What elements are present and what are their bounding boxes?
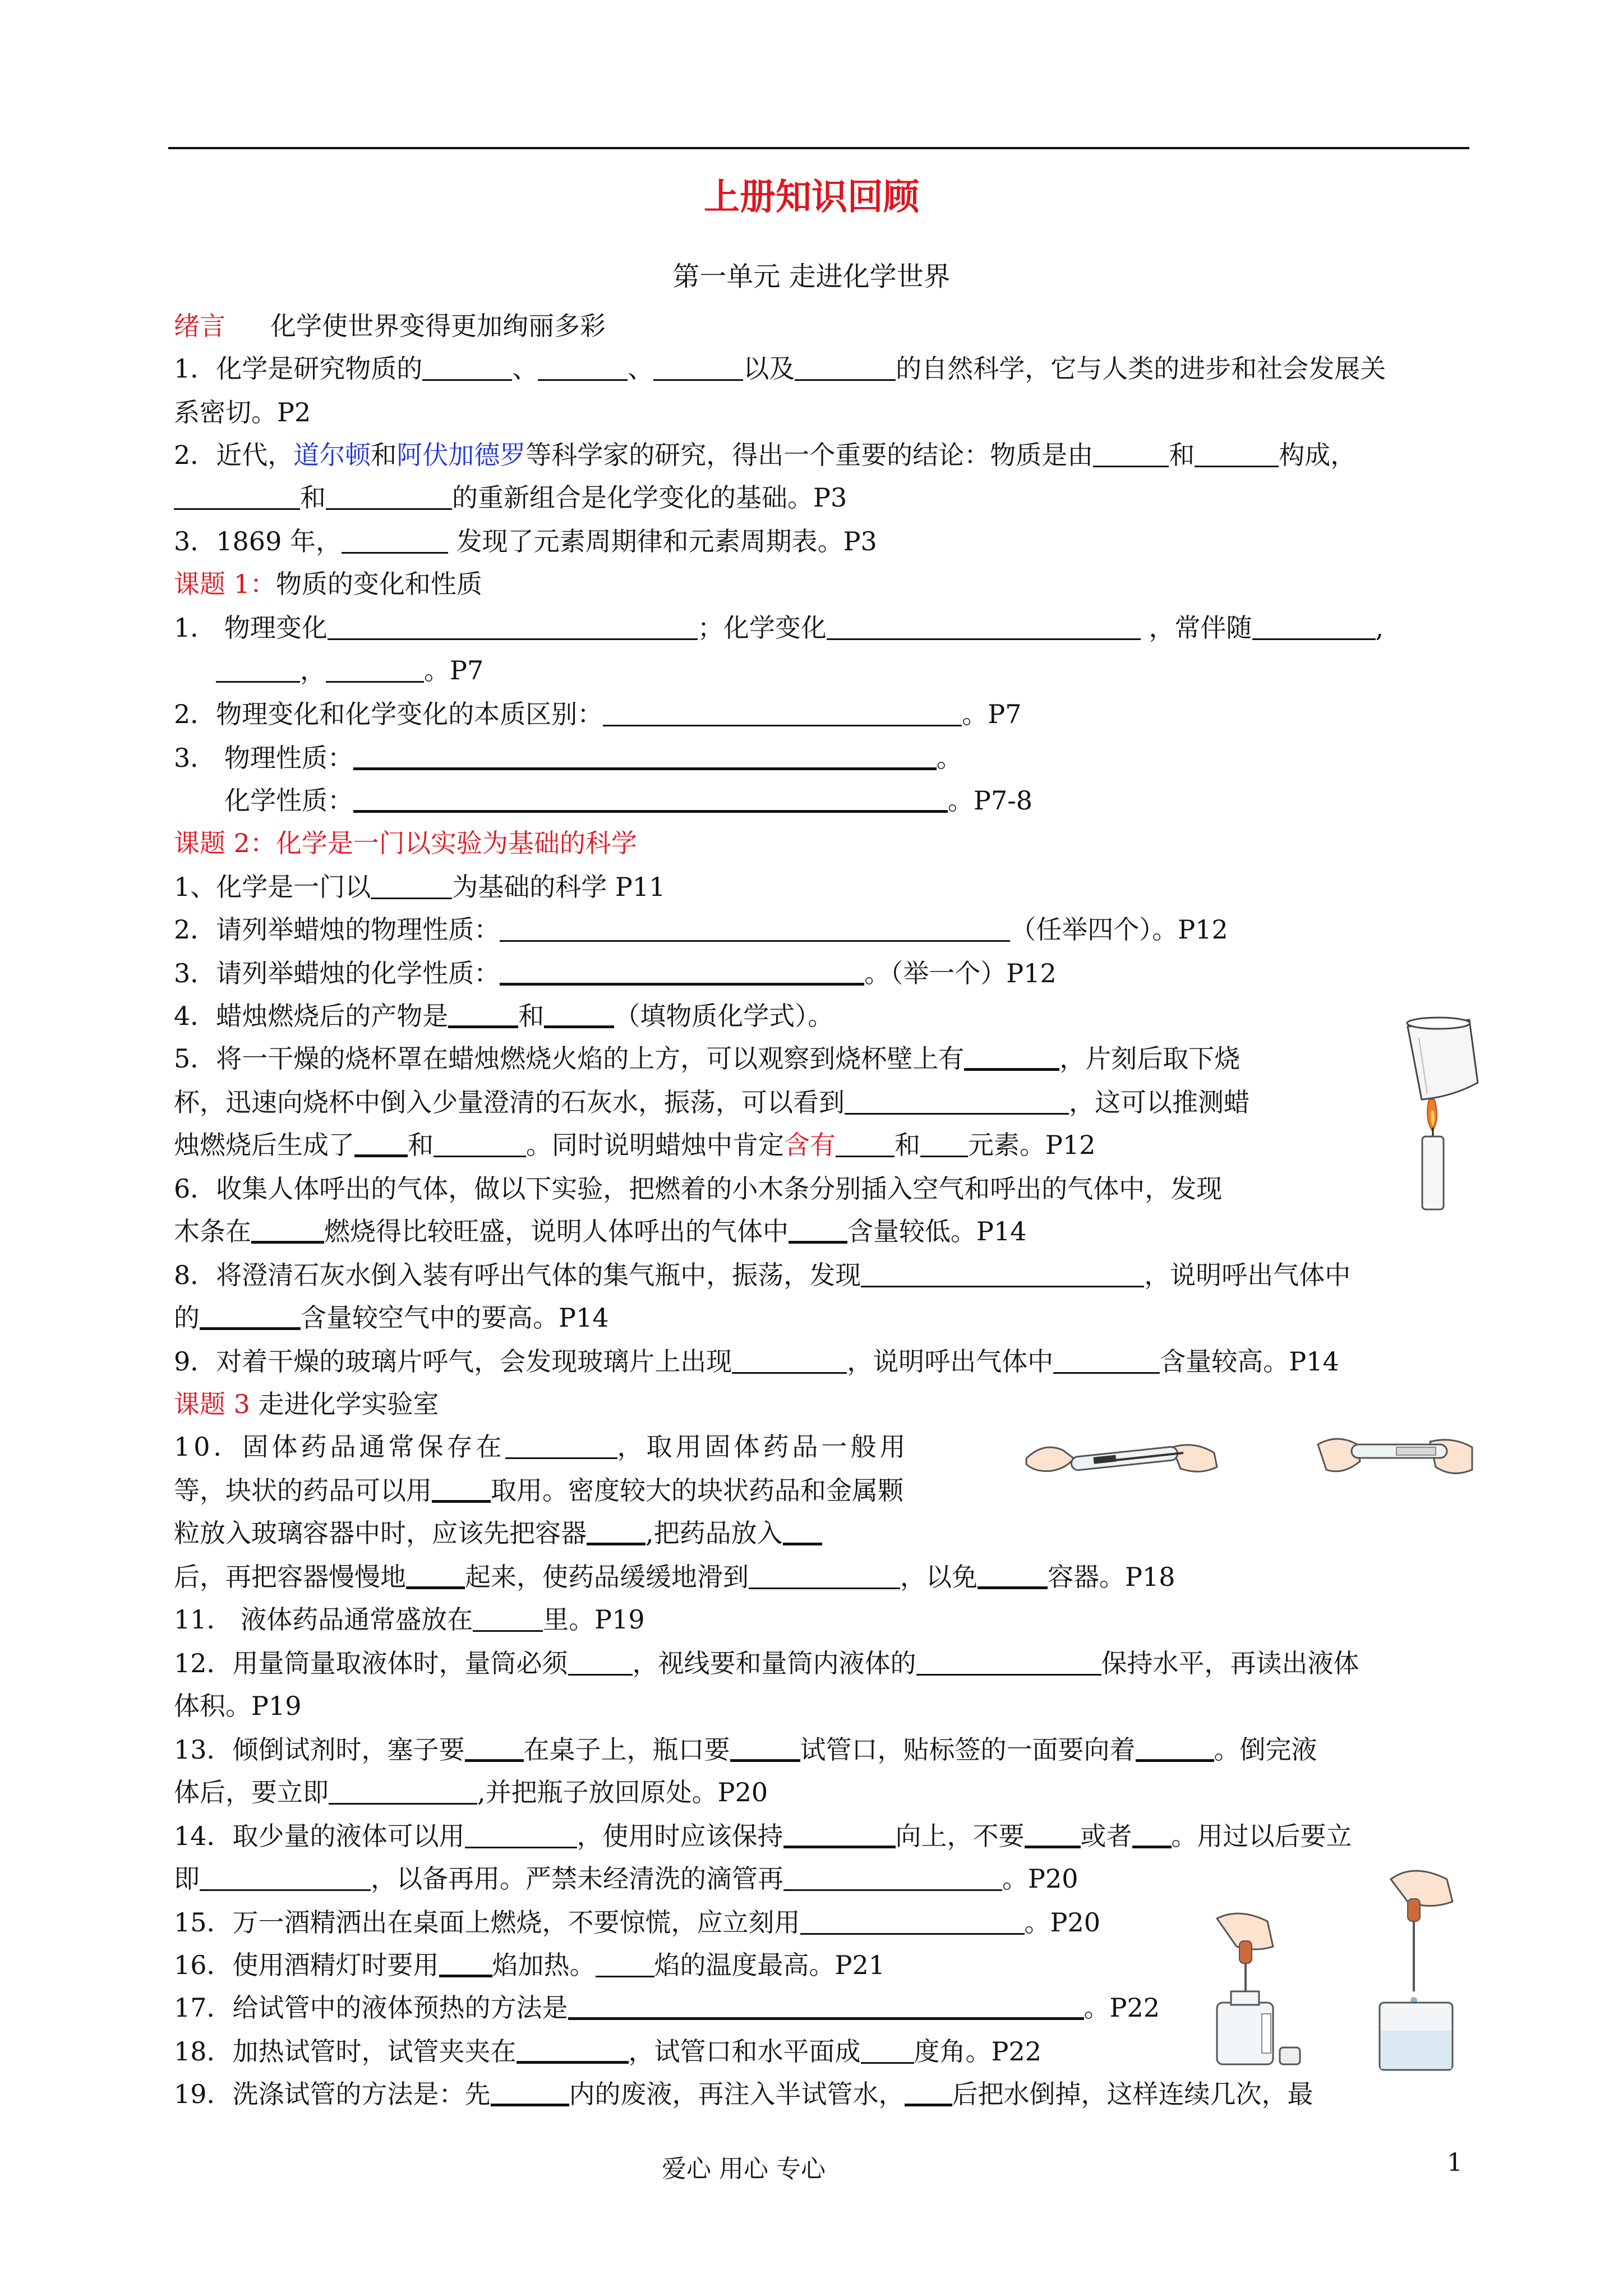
topic-1-heading <box>174 564 482 604</box>
blank <box>827 614 1141 640</box>
blank <box>964 1043 1059 1071</box>
text: ，说明呼出气体中 <box>1144 1260 1351 1290</box>
scientist-avogadro: 阿伏加德罗 <box>396 440 526 470</box>
blank <box>783 1518 822 1545</box>
text: 的 <box>174 1303 200 1333</box>
text: 含量较空气中的要高。P14 <box>301 1303 609 1333</box>
line-32 <box>174 1816 1352 1856</box>
blank <box>861 2037 914 2064</box>
line-10 <box>224 781 1032 820</box>
blank <box>432 1475 491 1503</box>
blank <box>596 1951 654 1977</box>
text: 2．近代， <box>174 440 294 470</box>
text: 度角。P22 <box>914 2036 1042 2067</box>
unit-title: 第一单元 走进化学世界 <box>672 261 951 292</box>
text: 10．固体药品通常保存在 <box>174 1432 505 1462</box>
topic-text: 物质的变化和性质 <box>275 569 482 599</box>
text: 12．用量筒量取液体时，量筒必须 <box>174 1648 568 1678</box>
text: ，取用固体药品一般用 <box>617 1432 909 1462</box>
blank <box>174 484 300 510</box>
text: 内的废液，再注入半试管水， <box>569 2079 905 2109</box>
text: 杯，迅速向烧杯中倒入少量澄清的石灰水，振荡，可以看到 <box>174 1087 845 1117</box>
text: 起来，使药品缓缓地滑到 <box>465 1562 749 1592</box>
text: 1． 物理变化 <box>174 613 328 643</box>
text: ， <box>300 655 326 685</box>
topic-3-heading <box>174 1384 439 1424</box>
blank <box>216 656 300 683</box>
blank <box>1195 441 1279 467</box>
line-35 <box>174 1945 885 1985</box>
line-13 <box>174 954 1057 993</box>
text: 构成， <box>1279 440 1357 470</box>
text: 后，再把容器慢慢地 <box>174 1562 406 1592</box>
blank <box>920 1131 968 1157</box>
text: （任举四个）。P12 <box>1010 914 1228 945</box>
topic-text: 走进化学实验室 <box>258 1389 439 1419</box>
blank <box>406 1562 465 1589</box>
intro-heading <box>174 306 606 346</box>
text: ，以备再用。严禁未经清洗的滴管再 <box>371 1864 783 1894</box>
line-21 <box>174 1298 608 1337</box>
text: 和 <box>1169 440 1195 470</box>
line-07 <box>216 651 483 690</box>
text: ,并把瓶子放回原处。P20 <box>477 1777 768 1807</box>
text: 容器。P18 <box>1048 1562 1175 1592</box>
blank <box>732 1347 847 1374</box>
text: ，视线要和量筒内液体的 <box>632 1648 916 1678</box>
text: 。P20 <box>1024 1907 1101 1938</box>
blank <box>568 1649 633 1676</box>
text: 。同时说明蜡烛中肯定 <box>526 1130 784 1160</box>
text: 。P7-8 <box>948 785 1033 816</box>
blank <box>354 1130 408 1157</box>
blank <box>448 1001 518 1028</box>
text: 的重新组合是化学变化的基础。P3 <box>452 482 847 513</box>
line-04 <box>174 478 847 517</box>
scientist-dalton: 道尔顿 <box>293 440 371 470</box>
blank <box>353 785 948 813</box>
text: 3．1869 年， <box>174 526 342 556</box>
blank <box>653 355 743 381</box>
text: ，片刻后取下烧 <box>1059 1043 1241 1074</box>
text: 保持水平，再读出液体 <box>1101 1648 1359 1678</box>
blank <box>800 1908 1025 1935</box>
text: 、 <box>512 353 538 384</box>
footer-motto: 爱心 用心 专心 <box>662 2155 826 2183</box>
header-rule <box>168 147 1469 149</box>
text: 发现了元素周期律和元素周期表。P3 <box>448 526 877 556</box>
text: 。P7 <box>424 655 484 685</box>
line-14 <box>174 996 833 1036</box>
text: 取用。密度较大的块状药品和金属颗 <box>491 1475 903 1506</box>
line-02: 系密切。P2 <box>174 397 311 427</box>
text: 9．对着干燥的玻璃片呼气，会发现玻璃片上出现 <box>174 1346 732 1377</box>
text: 1、化学是一门以 <box>174 872 371 902</box>
text: 。P22 <box>1083 1993 1160 2023</box>
text: 和 <box>895 1130 920 1160</box>
blank <box>587 1518 645 1545</box>
line-36 <box>174 1988 1160 2027</box>
text: ，说明呼出气体中 <box>847 1346 1054 1377</box>
line-29: 体积。P19 <box>174 1691 302 1721</box>
candle-beaker-figure <box>1385 1015 1492 1217</box>
text: 元素。P12 <box>968 1130 1096 1160</box>
test-tube-paper-figure <box>1312 1414 1481 1498</box>
line-06 <box>174 608 1384 647</box>
line-09 <box>174 738 962 777</box>
text: 2．物理变化和化学变化的本质区别： <box>174 699 603 729</box>
text: 在桌子上，瓶口要 <box>523 1734 730 1765</box>
bottle-stopper-figure <box>1273 2042 1307 2070</box>
text: 焰加热。 <box>492 1950 596 1980</box>
text: 3． 物理性质： <box>174 743 353 773</box>
blank <box>473 1605 543 1632</box>
blank <box>200 1303 301 1330</box>
blank <box>517 2036 629 2064</box>
blank <box>783 1821 896 1848</box>
blank <box>326 656 424 683</box>
blank <box>434 1131 526 1157</box>
intro-text: 化学使世界变得更加绚丽多彩 <box>270 311 606 341</box>
text: 16．使用酒精灯时要用 <box>174 1950 439 1980</box>
text: 木条在 <box>174 1216 251 1246</box>
blank <box>326 484 452 510</box>
line-26 <box>174 1557 1175 1596</box>
blank <box>789 1216 847 1244</box>
blank <box>1136 1734 1214 1762</box>
blank <box>500 915 1010 942</box>
text: 。P20 <box>1002 1864 1078 1894</box>
blank <box>783 1865 1002 1891</box>
text: 13．倾倒试剂时，塞子要 <box>174 1734 465 1765</box>
text: 为基础的科学 P11 <box>452 872 666 902</box>
text: , <box>1375 613 1384 643</box>
line-28 <box>174 1644 1359 1683</box>
text: 18．加热试管时，试管夹夹在 <box>174 2036 517 2067</box>
line-31 <box>174 1773 768 1812</box>
line-03 <box>174 435 1356 475</box>
blank <box>329 1778 477 1805</box>
blank <box>465 1734 524 1762</box>
text: ，试管口和水平面成 <box>628 2036 861 2067</box>
blank <box>505 1433 617 1459</box>
line-08 <box>174 694 1022 734</box>
text: 19．洗涤试管的方法是：先 <box>174 2079 491 2109</box>
text: 向上，不要 <box>895 1821 1025 1851</box>
text: 和 <box>518 1001 545 1031</box>
blank <box>1093 441 1169 467</box>
blank <box>845 1088 1069 1115</box>
line-16 <box>174 1083 1249 1122</box>
blank <box>603 700 962 726</box>
text: 11． 液体药品通常盛放在 <box>174 1604 473 1635</box>
line-17 <box>174 1125 1095 1165</box>
blank <box>1025 1821 1081 1848</box>
blank <box>251 1216 324 1244</box>
blank <box>1132 1821 1172 1848</box>
text: 17．给试管中的液体预热的方法是 <box>174 1993 568 2023</box>
text: 。（举一个）P12 <box>864 958 1057 988</box>
blank <box>836 1131 895 1157</box>
line-34 <box>174 1903 1100 1942</box>
blank <box>500 958 864 986</box>
text: 。用过以后要立 <box>1171 1821 1352 1851</box>
text: 5．将一干燥的烧杯罩在蜡烛燃烧火焰的上方，可以观察到烧杯壁上有 <box>174 1043 965 1074</box>
text: 试管口，贴标签的一面要向着 <box>800 1734 1136 1765</box>
highlight-text: 含有 <box>784 1130 836 1160</box>
text: （填物质化学式）。 <box>614 1001 834 1031</box>
topic-label: 课题 1： <box>174 569 276 599</box>
text: 等科学家的研究，得出一个重要的结论：物质是由 <box>525 440 1094 470</box>
blank <box>730 1734 800 1762</box>
blank <box>200 1865 371 1891</box>
text: 化学性质： <box>224 785 353 816</box>
blank <box>538 355 628 381</box>
blank <box>353 743 937 770</box>
text: 和 <box>300 482 326 513</box>
text: 。倒完液 <box>1214 1734 1317 1765</box>
text: 15．万一酒精洒出在桌面上燃烧，不要惊慌，应立刻用 <box>174 1907 800 1938</box>
intro-label: 绪言 <box>174 311 225 341</box>
test-tube-spoon-figure <box>1021 1419 1223 1498</box>
page-title: 上册知识回顾 <box>704 176 919 218</box>
blank <box>905 2079 952 2106</box>
line-12 <box>174 910 1228 949</box>
blank <box>465 1822 577 1848</box>
line-23 <box>174 1427 909 1466</box>
text: 烛燃烧后生成了 <box>174 1130 354 1160</box>
text: ，以免 <box>900 1562 978 1592</box>
blank <box>978 1562 1048 1589</box>
blank <box>749 1563 900 1589</box>
line-38 <box>174 2074 1313 2114</box>
blank <box>568 1993 1084 2020</box>
text: 即 <box>174 1864 200 1894</box>
line-11 <box>174 867 665 907</box>
line-27 <box>174 1600 645 1639</box>
line-24 <box>174 1471 903 1510</box>
text: 8．将澄清石灰水倒入装有呼出气体的集气瓶中，振荡，发现 <box>174 1260 861 1290</box>
blank <box>422 355 512 381</box>
text: 以及 <box>743 353 795 384</box>
text: 和 <box>408 1130 434 1160</box>
text: 等，块状的药品可以用 <box>174 1475 432 1506</box>
text: 焰的温度最高。P21 <box>654 1950 886 1980</box>
topic-2-heading: 课题 2：化学是一门以实验为基础的科学 <box>174 828 637 858</box>
text: 里。P19 <box>543 1604 645 1635</box>
line-20 <box>174 1255 1350 1295</box>
blank <box>795 355 896 381</box>
text: 含量较低。P14 <box>847 1216 1027 1246</box>
text: 1．化学是研究物质的 <box>174 353 423 384</box>
line-18: 6．收集人体呼出的气体，做以下实验，把燃着的小木条分别插入空气和呼出的气体中，发现 <box>174 1174 1223 1204</box>
blank <box>491 2079 569 2106</box>
text: 后把水倒掉，这样连续几次，最 <box>952 2079 1313 2109</box>
blank <box>371 873 452 899</box>
topic-label: 课题 3 <box>174 1389 250 1419</box>
blank <box>916 1649 1101 1676</box>
line-33 <box>174 1859 1078 1898</box>
text: 粒放入玻璃容器中时，应该先把容器 <box>174 1518 587 1548</box>
line-30 <box>174 1730 1317 1769</box>
text: 3．请列举蜡烛的化学性质： <box>174 958 500 988</box>
text: 、 <box>628 353 654 384</box>
text: 和 <box>371 440 397 470</box>
line-05 <box>174 522 877 561</box>
blank <box>342 527 448 554</box>
text: 2．请列举蜡烛的物理性质： <box>174 914 500 945</box>
text: ；化学变化 <box>697 613 827 643</box>
blank <box>1252 614 1376 640</box>
text: ，常伴随 <box>1140 613 1252 643</box>
dropper-beaker-figure <box>1368 1862 1469 2076</box>
blank <box>1053 1347 1160 1374</box>
blank <box>328 614 698 640</box>
blank <box>544 1001 614 1028</box>
line-15 <box>174 1039 1240 1078</box>
text: ,把药品放入 <box>645 1518 783 1548</box>
text: 。 <box>936 743 962 773</box>
line-25 <box>174 1513 822 1553</box>
text: 。P7 <box>962 699 1022 729</box>
text: 或者 <box>1080 1821 1132 1851</box>
line-22 <box>174 1342 1339 1381</box>
line-37 <box>174 2032 1041 2071</box>
text: 4．蜡烛燃烧后的产物是 <box>174 1001 449 1031</box>
line-19 <box>174 1212 1026 1251</box>
text: ，使用时应该保持 <box>577 1821 783 1851</box>
line-01 <box>174 349 1386 388</box>
text: 含量较高。P14 <box>1160 1346 1339 1377</box>
text: 体后，要立即 <box>174 1777 329 1807</box>
blank <box>439 1950 492 1977</box>
text: 的自然科学，它与人类的进步和社会发展关 <box>896 353 1386 384</box>
page-number: 1 <box>1447 2148 1463 2177</box>
text: 14．取少量的液体可以用 <box>174 1821 465 1851</box>
text: ，这可以推测蜡 <box>1069 1087 1249 1117</box>
text: 燃烧得比较旺盛，说明人体呼出的气体中 <box>324 1216 789 1246</box>
blank <box>861 1261 1144 1287</box>
